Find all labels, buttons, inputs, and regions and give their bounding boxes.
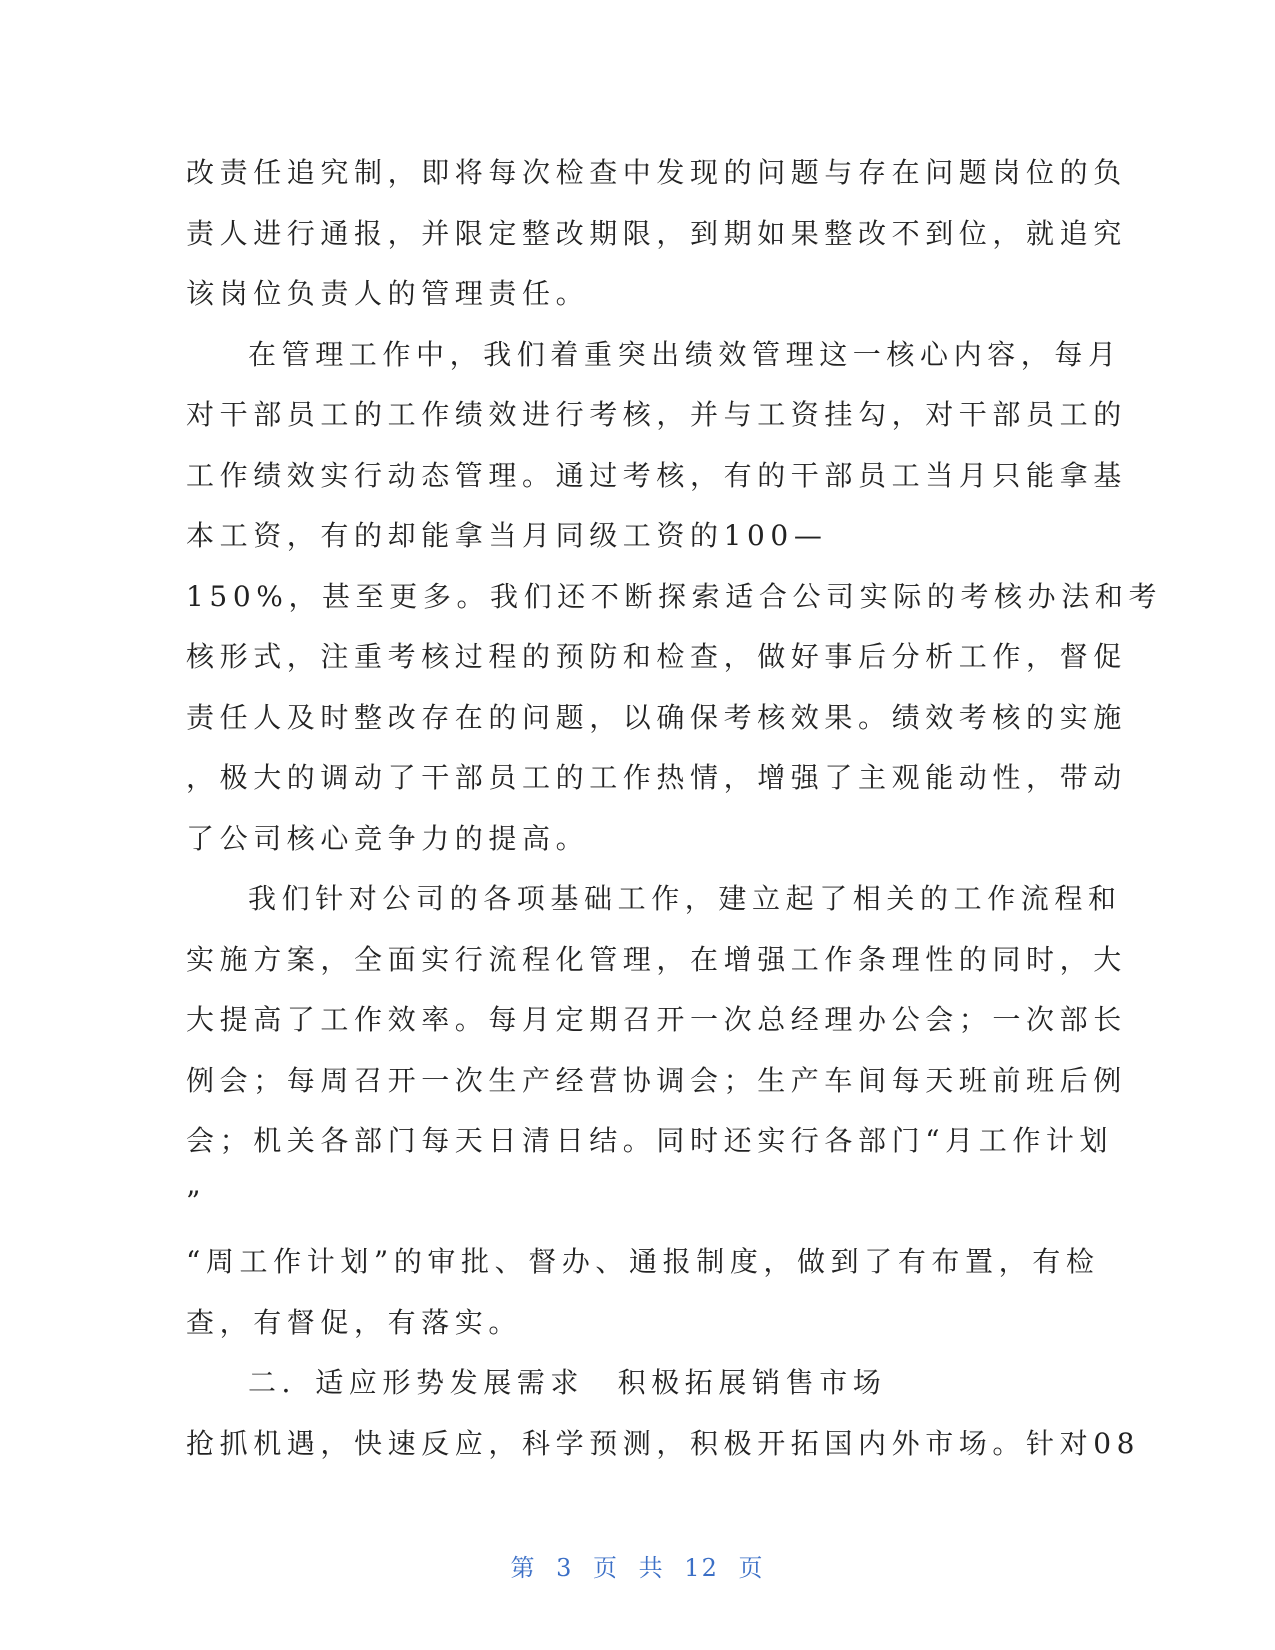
page-number-footer: 第 3 页 共 12 页 xyxy=(510,1554,765,1582)
text-line: 工作绩效实行动态管理。通过考核，有的干部员工当月只能拿基 xyxy=(186,458,1127,492)
text-line: “周工作计划”的审批、督办、通报制度，做到了有布置，有检 xyxy=(186,1245,1100,1278)
text-line: 大提高了工作效率。每月定期召开一次总经理办公会；一次部长 xyxy=(186,1003,1127,1036)
text-line: 会；机关各部门每天日清日结。同时还实行各部门“月工作计划 xyxy=(186,1124,1114,1157)
text-line: 对干部员工的工作绩效进行考核，并与工资挂勾，对干部员工的 xyxy=(186,398,1127,431)
text-line: ，极大的调动了干部员工的工作热情，增强了主观能动性，带动 xyxy=(186,761,1127,794)
text-line: 核形式，注重考核过程的预防和检查，做好事后分析工作，督促 xyxy=(186,640,1127,673)
text-line: 了公司核心竞争力的提高。 xyxy=(186,821,590,855)
text-line: 改责任追究制，即将每次检查中发现的问题与存在问题岗位的负 xyxy=(186,156,1127,189)
section-heading: 二．适应形势发展需求 积极拓展销售市场 xyxy=(248,1366,887,1399)
text-line: 本工资，有的却能拿当月同级工资的100— xyxy=(186,519,828,552)
text-line: ” xyxy=(186,1184,206,1218)
body-text xyxy=(186,143,1163,1474)
text-line: 在管理工作中，我们着重突出绩效管理这一核心内容，每月 xyxy=(248,337,1122,371)
text-line: 例会；每周召开一次生产经营协调会；生产车间每天班前班后例 xyxy=(186,1063,1127,1097)
text-line: 实施方案，全面实行流程化管理，在增强工作条理性的同时，大 xyxy=(186,942,1127,976)
text-line: 查，有督促，有落实。 xyxy=(186,1305,523,1339)
text-line: 责任人及时整改存在的问题，以确保考核效果。绩效考核的实施 xyxy=(186,700,1127,734)
text-line: 该岗位负责人的管理责任。 xyxy=(186,277,590,310)
text-line: 我们针对公司的各项基础工作，建立起了相关的工作流程和 xyxy=(248,882,1122,915)
text-line: 抢抓机遇，快速反应，科学预测，积极开拓国内外市场。针对08 xyxy=(186,1426,1141,1460)
text-line: 责人进行通报，并限定整改期限，到期如果整改不到位，就追究 xyxy=(186,216,1127,250)
text-line: 150%，甚至更多。我们还不断探索适合公司实际的考核办法和考 xyxy=(186,579,1163,613)
